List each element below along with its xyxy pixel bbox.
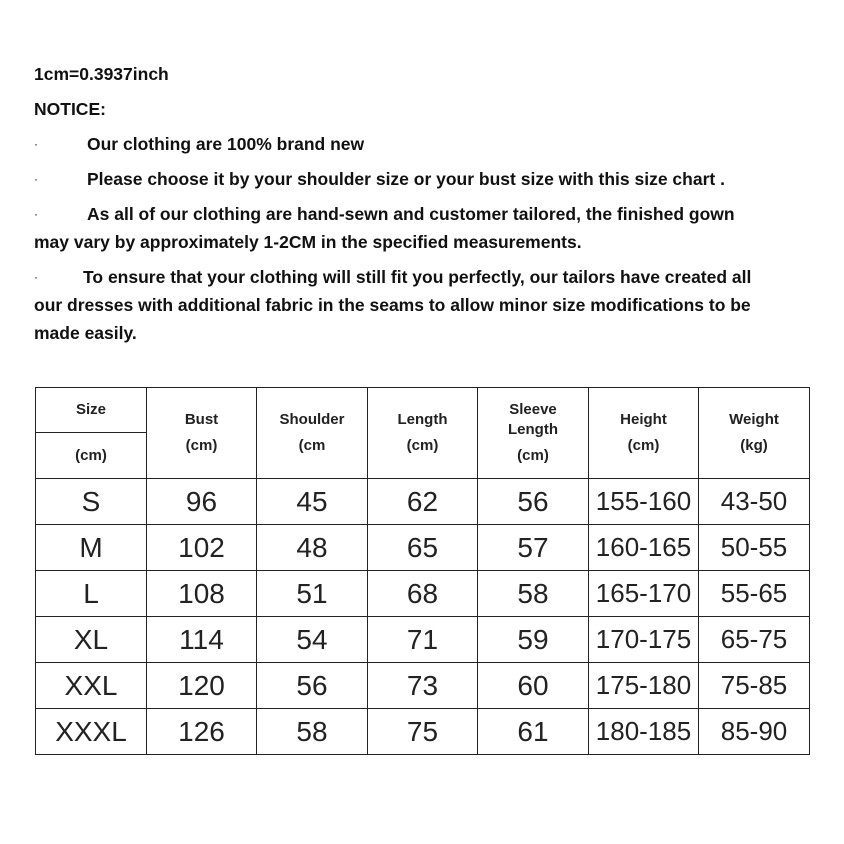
notice-bullet-continuation: made easily. [34,323,137,343]
cell-height: 160-165 [589,525,699,571]
table-row [36,525,810,571]
cell-size: M [36,525,147,571]
cell-length: 71 [368,617,478,663]
table-row [36,571,810,617]
header-weight-unit: (kg) [740,437,768,454]
cell-bust: 126 [147,709,257,755]
cell-height: 175-180 [589,663,699,709]
cell-weight: 55-65 [699,571,810,617]
notice-bullet-2 [34,165,814,193]
header-sleeve-unit: (cm) [517,447,549,464]
cell-size: XXXL [36,709,147,755]
cell-length: 65 [368,525,478,571]
notice-bullet-text: Our clothing are 100% brand new [87,134,365,154]
header-height-label: Height [620,411,667,428]
header-bust-unit: (cm) [185,437,218,454]
cell-size: XL [36,617,147,663]
header-weight-label: Weight [729,411,779,428]
header-shoulder-unit: (cm [298,437,326,454]
cell-shoulder: 54 [257,617,368,663]
table-row [36,617,810,663]
cell-bust: 114 [147,617,257,663]
cell-bust: 96 [147,479,257,525]
cell-length: 62 [368,479,478,525]
cell-sleeve: 59 [478,617,589,663]
bullet-dot-icon: · [34,137,38,151]
cell-size: L [36,571,147,617]
cell-height: 165-170 [589,571,699,617]
cell-height: 155-160 [589,479,699,525]
cell-weight: 85-90 [699,709,810,755]
cell-shoulder: 45 [257,479,368,525]
notice-bullet-text: To ensure that your clothing will still fit you perfectly, our tailors have created all [83,267,752,287]
notice-bullet-text: Please choose it by your shoulder size or your bust size with this size chart . [87,169,725,189]
header-size: Size [36,388,147,433]
header-shoulder-label: Shoulder [279,411,345,428]
header-sleeve-length [478,388,589,479]
header-row [36,388,810,433]
table-row [36,479,810,525]
cell-shoulder: 48 [257,525,368,571]
notice-section [34,60,814,354]
cell-height: 170-175 [589,617,699,663]
table-row [36,663,810,709]
cell-bust: 108 [147,571,257,617]
header-bust [147,388,257,479]
header-shoulder [257,388,368,479]
conversion-note: 1cm=0.3937inch [34,64,169,84]
cell-length: 68 [368,571,478,617]
header-weight [699,388,810,479]
header-length [368,388,478,479]
cell-shoulder: 51 [257,571,368,617]
cell-length: 73 [368,663,478,709]
cell-sleeve: 56 [478,479,589,525]
header-sleeve-label: Sleeve [509,401,557,418]
cell-sleeve: 60 [478,663,589,709]
header-length-unit: (cm) [406,437,439,454]
header-height [589,388,699,479]
cell-bust: 102 [147,525,257,571]
cell-shoulder: 58 [257,709,368,755]
bullet-dot-icon: · [34,207,38,221]
size-chart-table [35,387,810,755]
table-row [36,709,810,755]
header-sleeve-label-2: Length [508,421,558,438]
notice-bullet-1 [34,130,814,158]
cell-size: XXL [36,663,147,709]
cell-bust: 120 [147,663,257,709]
cell-sleeve: 61 [478,709,589,755]
cell-weight: 75-85 [699,663,810,709]
header-bust-label: Bust [184,411,219,428]
notice-bullet-continuation: may vary by approximately 1-2CM in the specified measurements. [34,232,582,252]
notice-heading: NOTICE: [34,99,106,119]
notice-bullet-continuation: our dresses with additional fabric in the seams to allow minor size modifications to be [34,295,751,315]
cell-sleeve: 57 [478,525,589,571]
bullet-dot-icon: · [34,270,38,284]
cell-weight: 50-55 [699,525,810,571]
notice-bullet-4 [34,263,814,347]
header-length-label: Length [397,411,448,428]
cell-size: S [36,479,147,525]
header-size-unit: (cm) [36,433,147,479]
cell-length: 75 [368,709,478,755]
header-height-unit: (cm) [627,437,660,454]
notice-bullet-text: As all of our clothing are hand-sewn and customer tailored, the finished gown [87,204,735,224]
cell-sleeve: 58 [478,571,589,617]
notice-bullet-3 [34,200,814,256]
cell-weight: 43-50 [699,479,810,525]
cell-height: 180-185 [589,709,699,755]
bullet-dot-icon: · [34,172,38,186]
cell-shoulder: 56 [257,663,368,709]
cell-weight: 65-75 [699,617,810,663]
